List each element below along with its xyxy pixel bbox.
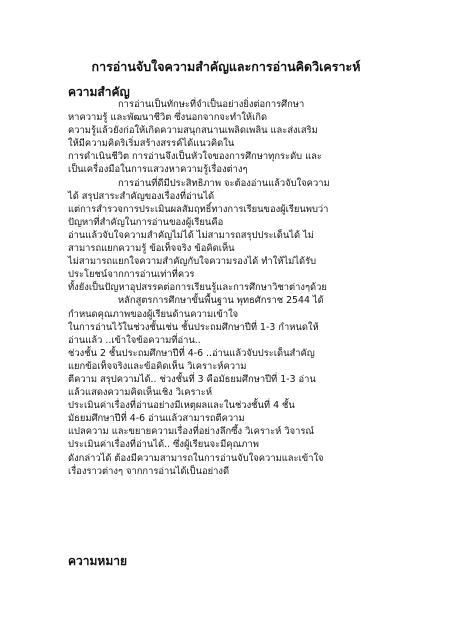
text-line: อ่านแล้วจับใจความสำคัญไม่ได้ ไม่สามารถสรุปประเด็นได้ ไม่ [68,229,314,241]
text-line: ตีความ สรุปความได้.. ช่วงชั้นที่ 3 คือมัธยมศึกษาปีที่ 1-3 อ่าน [68,373,316,385]
text-line: ประเมินค่าเรื่องที่อ่านได้.. ซึ่งผู้เรียนจะมีคุณภาพ [68,439,259,451]
text-line: ให้มีความคิดริเริ่มสร้างสรรค์ได้แนวคิดใน [68,138,235,150]
body-paragraphs [68,98,398,478]
text-line: ช่วงชั้น 2 ชั้นประถมศึกษาปีที่ 4-6 ..อ่านแล้วจับประเด็นสำคัญ [68,347,315,359]
text-line: หาความรู้ และพัฒนาชีวิต ซึ่งนอกจากจะทำให้เกิด [68,112,268,124]
text-line: ความรู้แล้วยังก่อให้เกิดความสนุกสนานเพลิดเพลิน และส่งเสริม [68,125,318,137]
text-line: ไม่สามารถแยกใจความสำคัญกับใจความรองได้ ทำให้ไม่ได้รับ [68,256,317,268]
text-line: การดำเนินชีวิต การอ่านจึงเป็นหัวใจของการศึกษาทุกระดับ และ [68,151,322,163]
text-line: ประเมินค่าเรื่องที่อ่านอย่างมีเหตุผลและในช่วงชั้นที่ 4 ชั้น [68,400,295,412]
text-line: ในการอ่านไว้ในช่วงชั้นเช่น ชั้นประถมศึกษาปีที่ 1-3 กำหนดให้ [68,321,319,333]
section-heading-meaning: ความหมาย [68,554,128,568]
text-line: แยกข้อเท็จจริงและข้อคิดเห็น วิเคราะห์ความ [68,360,247,372]
text-line: เรื่องราวต่างๆ จากการอ่านได้เป็นอย่างดี [68,465,230,477]
text-line: แล้วแสดงความคิดเห็นเชิง วิเคราะห์ [68,387,212,399]
text-line: สามารถแยกความรู้ ข้อเท็จจริง ข้อคิดเห็น [68,243,235,255]
text-line: การอ่านที่ดีมีประสิทธิภาพ จะต้องอ่านแล้วจับใจความ [118,177,330,189]
text-line: ปัญหาที่สำคัญในการอ่านของผู้เรียนคือ [68,216,224,228]
text-line: กำหนดคุณภาพของผู้เรียนด้านความเข้าใจ [68,308,239,320]
text-line: เป็นเครื่องมือในการแสวงหาความรู้เรื่องต่างๆ [68,164,248,176]
text-line: ประโยชน์จากการอ่านเท่าที่ควร [68,269,195,281]
text-line: แปลความ และขยายความเรื่องที่อย่างลึกซึ้ง วิเคราะห์ วิจารณ์ [68,426,315,438]
text-line: ทั้งยังเป็นปัญหาอุปสรรคต่อการเรียนรู้และการศึกษาวิชาต่างๆด้วย [68,282,327,294]
text-line: มัธยมศึกษาปีที่ 4-6 อ่านแล้วสามารถตีความ [68,413,245,425]
text-line: ได้ สรุปสาระสำคัญของเรื่องที่อ่านได้ [68,190,215,202]
text-line: ดังกล่าวได้ ต้องมีความสามารถในการอ่านจับใจความและเข้าใจ [68,452,324,464]
text-line: การอ่านเป็นทักษะที่จำเป็นอย่างยิ่งต่อการศึกษา [118,99,305,110]
document-title: การอ่านจับใจความสำคัญและการอ่านคิดวิเคราะห์ [91,59,361,74]
text-line: อ่านแล้ว ..เข้าใจข้อความที่อ่าน.. [68,334,201,346]
text-line: แต่การสำรวจการประเมินผลสัมฤทธิ์ทางการเรียนของผู้เรียนพบว่า [68,203,329,215]
text-line: หลักสูตรการศึกษาขั้นพื้นฐาน พุทธศักราช 2544 ได้ [118,295,324,307]
section-heading-importance: ความสำคัญ [68,85,130,99]
